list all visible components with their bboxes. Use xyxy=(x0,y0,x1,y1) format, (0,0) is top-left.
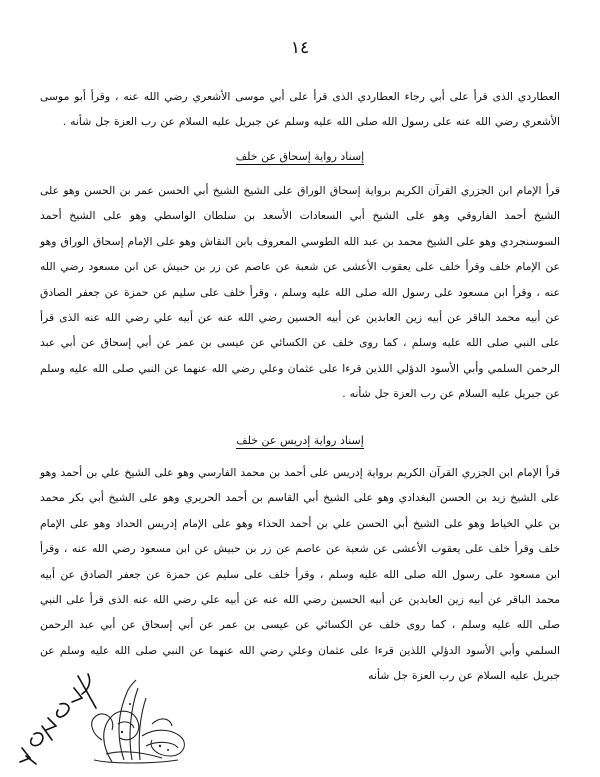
section-heading-ishaq-text: إسناد رواية إسحاق عن خلف xyxy=(235,150,365,163)
section-heading-idris-text: إسناد رواية إدريس عن خلف xyxy=(236,434,364,447)
section-body-idris xyxy=(40,460,560,689)
section-body-idris-text: قرأ الإمام ابن الجزري القرآن الكريم برواية إدريس على أحمد بن محمد الفارسي وهو على الشيخ علي بن أحمد وهو على الشيخ زيد بن الحسن البغدادي وهو على الشيخ أبي القاسم بن أحمد الحريري وهو على الشيخ أبي بكر محمد بن علي الخياط وهو على الشيخ أبي الحسن علي بن أحمد الحذاء وهو على الإمام إدريس الحداد وهو على الإمام خلف وقرأ خلف على يعقوب الأعشى عن شعبة عن عاصم عن زر بن حبيش عن ابن مسعود رضي الله عنه ، وقرأ ابن مسعود على رسول الله صلى الله عليه وسلم ، وقرأ خلف على سليم عن حمزة عن جعفر الصادق عن أبيه محمد الباقر عن أبيه زين العابدين عن أبيه الحسين رضي الله عنه عن أبيه علي رضي الله عنه الذى قرأ على النبي صلى الله عليه وسلم ، كما روى خلف عن الكسائي عن عيسى بن عمر عن أبي إسحاق عن أبي عبد الرحمن السلمي وأبي الأسود الدؤلي اللذين قرءا على عثمان وعلي رضي الله عنهما عن النبي صلى الله عليه وسلم عن جبريل عليه السلام عن رب العزة جل شأنه xyxy=(40,466,560,683)
intro-text: العطاردي الذى قرأ على أبي رجاء العطاردي الذى قرأ على أبي موسى الأشعري رضي الله عنه ، وقرأ أبو موسى الأشعري رضي الله عنه على رسول الله صلى الله عليه وسلم عن جبريل عليه السلام عن رب العزة جل شأنه . xyxy=(40,90,560,129)
page-number: ١٤ xyxy=(290,38,310,58)
section-heading-idris xyxy=(0,434,600,447)
intro-paragraph xyxy=(40,84,560,135)
section-body-ishaq-text: قرأ الإمام ابن الجزري القرآن الكريم برواية إسحاق الوراق على الشيخ الشيخ أبي الحسن عمر بن الحسن وهو على الشيخ أحمد الفاروقي وهو على الشيخ أبي السعادات الأسعد بن سلطان الواسطي وهو على الشيخ أحمد السوسنجردي وهو على الشيخ محمد بن عبد الله الطوسي المعروف بابن النقاش وهو على الإمام إسحاق الوراق وهو عن الإمام خلف وقرأ خلف على يعقوب الأعشى عن شعبة عن عاصم عن زر بن حبيش عن ابن مسعود رضي الله عنه ، وقرأ ابن مسعود على رسول الله صلى الله عليه وسلم ، وقرأ خلف على سليم عن حمزة عن جعفر الصادق عن أبيه محمد الباقر عن أبيه زين العابدين عن أبيه الحسين رضي الله عنه عن أبيه علي رضي الله عنه الذى قرأ على النبي صلى الله عليه وسلم ، كما روى خلف عن الكسائي عن عيسى بن عمر عن أبي إسحاق عن أبي عبد الرحمن السلمي وأبي الأسود الدؤلي اللذين قرءا على عثمان وعلي رضي الله عنهما عن النبي صلى الله عليه وسلم عن جبريل عليه السلام عن رب العزة جل شأنه . xyxy=(40,184,560,401)
section-body-ishaq xyxy=(40,178,560,407)
handwritten-signature-icon xyxy=(12,668,104,768)
section-heading-ishaq xyxy=(0,150,600,163)
